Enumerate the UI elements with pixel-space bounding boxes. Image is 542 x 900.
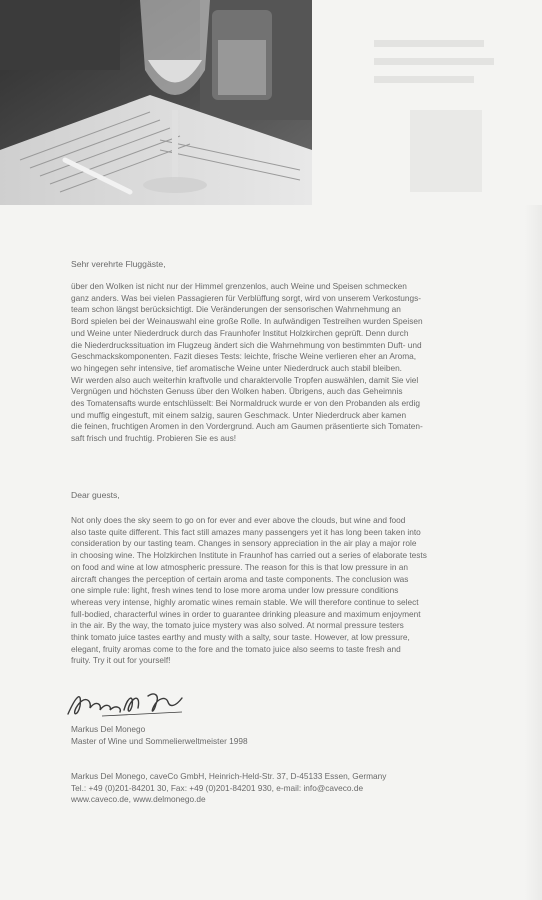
german-salutation: Sehr verehrte Fluggäste, [71, 259, 166, 269]
bleed-through-line [374, 76, 474, 83]
bleed-through-line [374, 58, 494, 65]
english-body: Not only does the sky seem to go on for ever and ever above the clouds, but wine and food also taste quite different. This fact still amazes many passengers yet it has long been taken into consideration by our tasting team. Changes in sensory appreciation in the air play a major role in choosing wine. The Holzkirchen Institute in Fraunhof has carried out a series of elaborate tests on food and wine at low atmospheric pressure. The reason for this is that low pressure in an aircraft changes the perception of certain aroma and taste components. The conclusion was one simple rule: light, fresh wines tend to lose more aroma under low pressure conditions whereas very intense, highly aromatic wines remain stable. We will therefore continue to select full-bodied, characterful wines in order to guarantee drinking pleasure and maximum enjoyment in the air. By the way, the tomato juice mystery was also solved. At normal pressure testers think tomato juice tastes earthy and musty with a salty, sour taste. However, at low pressure, elegant, fruity aromas come to the fore and the tomato juice also seems to taste fresh and fruity. Try it out for yourself! [71, 515, 427, 666]
header-photo [0, 0, 312, 205]
bleed-through-area [318, 0, 542, 205]
page-edge-shadow [524, 205, 542, 900]
signatory-name: Markus Del Monego [71, 724, 146, 734]
signatory-title: Master of Wine und Sommelierweltmeister 1998 [71, 736, 248, 746]
bleed-through-line [374, 40, 484, 47]
german-body: über den Wolken ist nicht nur der Himmel grenzenlos, auch Weine und Speisen schmecken ganz anders. Was bei vielen Passagieren für Verblüffung sorgt, wird von unserem Verkostungs- team schon längst berücksichtigt. Die Veränderungen der sensorischen Wahrnehmung an Bord spielen bei der Weinauswahl eine große Rolle. In aufwändigen Testreihen wurden Speisen und Weine unter Niederdruck durch das Fraunhofer Institut Holzkirchen geprüft. Denn durch die Niederdruckssituation im Flugzeug ändert sich die Wahrnehmung von bestimmten Duft- und Geschmackskomponenten. Fazit dieses Tests: leichte, frische Weine verlieren eher an Aroma, wo hingegen sehr intensive, tief aromatische Weine unter Niederdruck auch stabil bleiben. Wir werden also auch weiterhin kraftvolle und charaktervolle Tropfen auswählen, damit Sie viel Vergnügen und höchsten Genuss über den Wolken haben. Übrigens, auch das Geheimnis des Tomatensafts wurde entschlüsselt: Bei Normaldruck wurde er von den Probanden als erdig und muffig eingestuft, mit einem salzig, sauren Geschmack. Unter Niederdruck aber kamen die feinen, fruchtigen Aromen in den Vordergrund. Auch am Gaumen präsentierte sich Tomaten- saft frisch und fruchtig. Probieren Sie es aus! [71, 281, 423, 444]
signature [62, 686, 192, 725]
english-salutation: Dear guests, [71, 490, 120, 500]
wine-glass-photo [0, 0, 312, 205]
signature-scribble [62, 686, 192, 720]
contact-block: Markus Del Monego, caveCo GmbH, Heinrich-Held-Str. 37, D-45133 Essen, Germany Tel.: +49 (0)201-84201 30, Fax: +49 (0)201-84201 930, e-mail: info@caveco.de www.caveco.de, www.delmonego.de [71, 771, 387, 805]
bleed-through-block [410, 110, 482, 192]
